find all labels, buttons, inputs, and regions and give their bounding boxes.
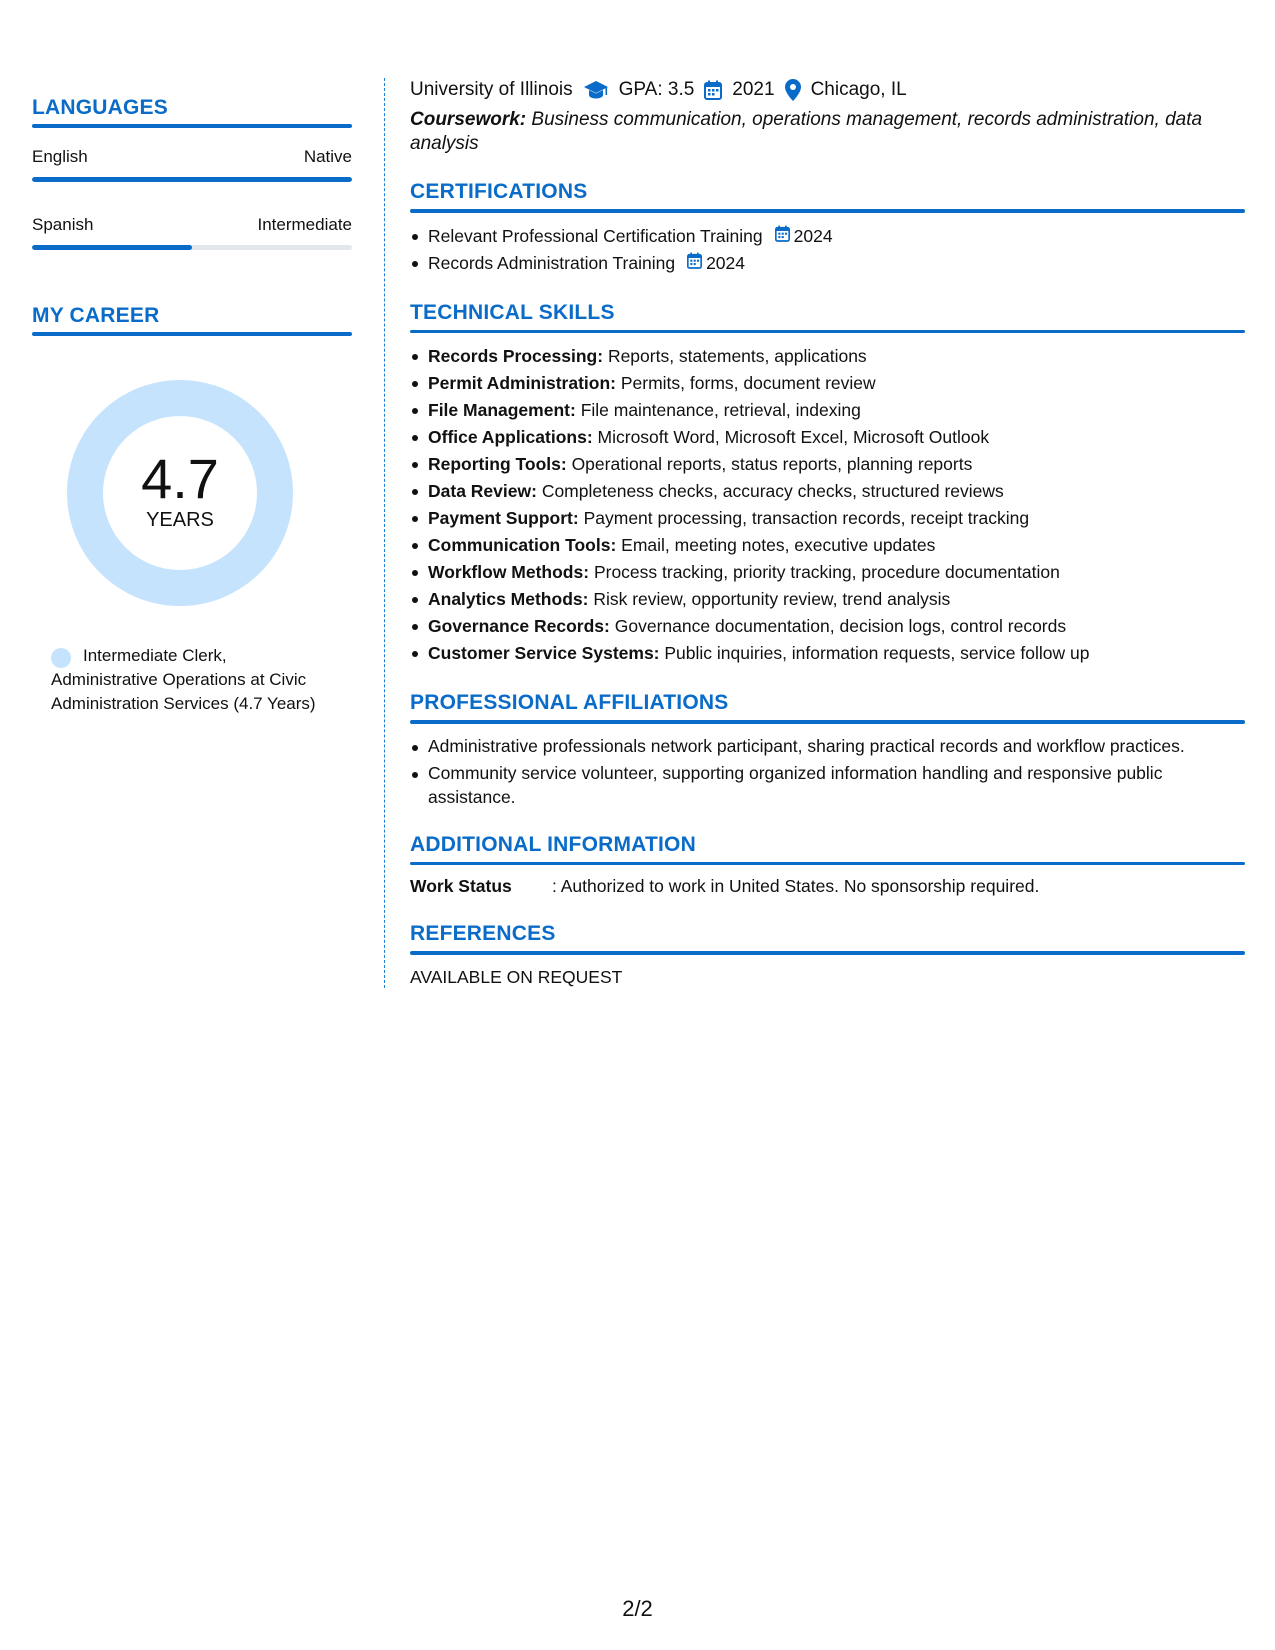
- certifications-title: CERTIFICATIONS: [410, 180, 588, 203]
- left-column: [32, 92, 352, 716]
- list-item: [410, 370, 1245, 397]
- career-years-label: YEARS: [146, 509, 214, 531]
- certifications-list: [410, 223, 1245, 277]
- skill-value: Payment processing, transaction records, receipt tracking: [583, 508, 1030, 528]
- skill-label: Data Review:: [428, 481, 537, 501]
- map-pin-icon: [785, 79, 801, 101]
- coursework: [410, 108, 1245, 156]
- skill-value: Email, meeting notes, executive updates: [621, 535, 936, 555]
- affiliations-rule: [410, 720, 1245, 724]
- language-proficiency-fill: [32, 245, 192, 250]
- list-item: [410, 343, 1245, 370]
- certification-name: Relevant Professional Certification Training: [428, 225, 763, 246]
- skill-value: Operational reports, status reports, planning reports: [571, 454, 973, 474]
- skill-label: Communication Tools:: [428, 535, 617, 555]
- career-donut-chart: [67, 380, 293, 606]
- list-item: [410, 223, 1245, 250]
- career-title: MY CAREER: [32, 304, 160, 327]
- education-school: University of Illinois: [410, 79, 573, 100]
- career-total-years: 4.7: [141, 447, 219, 510]
- career-legend-text: Intermediate Clerk, Administrative Operations at Civic Administration Services (4.7 Years): [51, 646, 316, 713]
- skill-value: Process tracking, priority tracking, procedure documentation: [593, 562, 1060, 582]
- graduation-cap-icon: [583, 80, 609, 100]
- list-item: [410, 478, 1245, 505]
- education-line: [410, 78, 1245, 102]
- work-status-row: [410, 874, 1245, 898]
- language-name: Spanish: [32, 215, 94, 234]
- certification-name: Records Administration Training: [428, 252, 676, 273]
- language-proficiency-fill: [32, 177, 352, 182]
- additional-title: ADDITIONAL INFORMATION: [410, 832, 696, 856]
- certifications-rule: [410, 209, 1245, 213]
- language-item: [32, 146, 352, 182]
- list-item: Community service volunteer, supporting organized information handling and responsive public assistance.: [410, 761, 1245, 809]
- skill-label: Customer Service Systems:: [428, 643, 660, 663]
- skill-value: Risk review, opportunity review, trend analysis: [593, 589, 951, 609]
- skill-value: File maintenance, retrieval, indexing: [580, 400, 861, 420]
- career-legend-item: [51, 644, 321, 716]
- references-text: AVAILABLE ON REQUEST: [410, 966, 623, 987]
- skills-rule: [410, 330, 1245, 334]
- calendar-icon: [775, 223, 794, 250]
- coursework-text: Business communication, operations management, records administration, data analysis: [410, 109, 1203, 154]
- skill-label: Reporting Tools:: [428, 454, 567, 474]
- skill-label: Governance Records:: [428, 616, 610, 636]
- references-rule: [410, 951, 1245, 955]
- education-location: Chicago, IL: [810, 79, 907, 100]
- skill-label: Records Processing:: [428, 346, 604, 366]
- skill-label: Office Applications:: [428, 427, 593, 447]
- certification-year: 2024: [793, 225, 833, 246]
- list-item: [410, 424, 1245, 451]
- list-item: [410, 532, 1245, 559]
- donut-center: [67, 380, 293, 606]
- skill-label: Workflow Methods:: [428, 562, 590, 582]
- skill-value: Microsoft Word, Microsoft Excel, Microsoft Outlook: [597, 427, 990, 447]
- career-rule: [32, 332, 352, 336]
- education-gpa: GPA: 3.5: [618, 79, 695, 100]
- skill-label: Permit Administration:: [428, 373, 616, 393]
- calendar-icon: [704, 80, 722, 100]
- calendar-icon: [687, 250, 706, 277]
- language-level: Native: [303, 147, 352, 166]
- skills-list: [410, 343, 1245, 667]
- list-item: [410, 250, 1245, 277]
- list-item: [410, 397, 1245, 424]
- career-legend-dot: [51, 648, 71, 668]
- language-proficiency-bar: [32, 177, 352, 182]
- additional-rule: [410, 862, 1245, 866]
- language-proficiency-bar: [32, 245, 352, 250]
- references-title: REFERENCES: [410, 922, 556, 945]
- skills-title: TECHNICAL SKILLS: [410, 300, 615, 324]
- list-item: [410, 586, 1245, 613]
- list-item: Administrative professionals network participant, sharing practical records and workflow practices.: [410, 734, 1245, 758]
- skill-label: File Management:: [428, 400, 576, 420]
- skill-label: Analytics Methods:: [428, 589, 589, 609]
- affiliations-list: [410, 734, 1245, 809]
- skill-value: Completeness checks, accuracy checks, structured reviews: [541, 481, 1004, 501]
- coursework-label: Coursework:: [410, 109, 527, 130]
- languages-rule: [32, 124, 352, 128]
- list-item: [410, 451, 1245, 478]
- list-item: [410, 613, 1245, 640]
- list-item: [410, 559, 1245, 586]
- language-level: Intermediate: [257, 215, 352, 234]
- skill-value: Public inquiries, information requests, service follow up: [664, 643, 1090, 663]
- right-column: [410, 78, 1245, 989]
- list-item: [410, 640, 1245, 667]
- certification-year: 2024: [706, 252, 745, 273]
- skill-label: Payment Support:: [428, 508, 579, 528]
- language-item: [32, 214, 352, 250]
- affiliations-title: PROFESSIONAL AFFILIATIONS: [410, 691, 729, 714]
- education-year: 2021: [732, 79, 775, 100]
- skill-value: Permits, forms, document review: [620, 373, 876, 393]
- work-status-key: Work Status: [410, 876, 512, 896]
- column-divider: [384, 78, 385, 988]
- skill-value: Governance documentation, decision logs, control records: [614, 616, 1067, 636]
- skill-value: Reports, statements, applications: [607, 346, 867, 366]
- list-item: [410, 505, 1245, 532]
- work-status-value: : Authorized to work in United States. No sponsorship required.: [552, 876, 1040, 896]
- language-name: English: [32, 147, 88, 166]
- page-number: 2/2: [622, 1596, 653, 1621]
- languages-title: LANGUAGES: [32, 96, 168, 119]
